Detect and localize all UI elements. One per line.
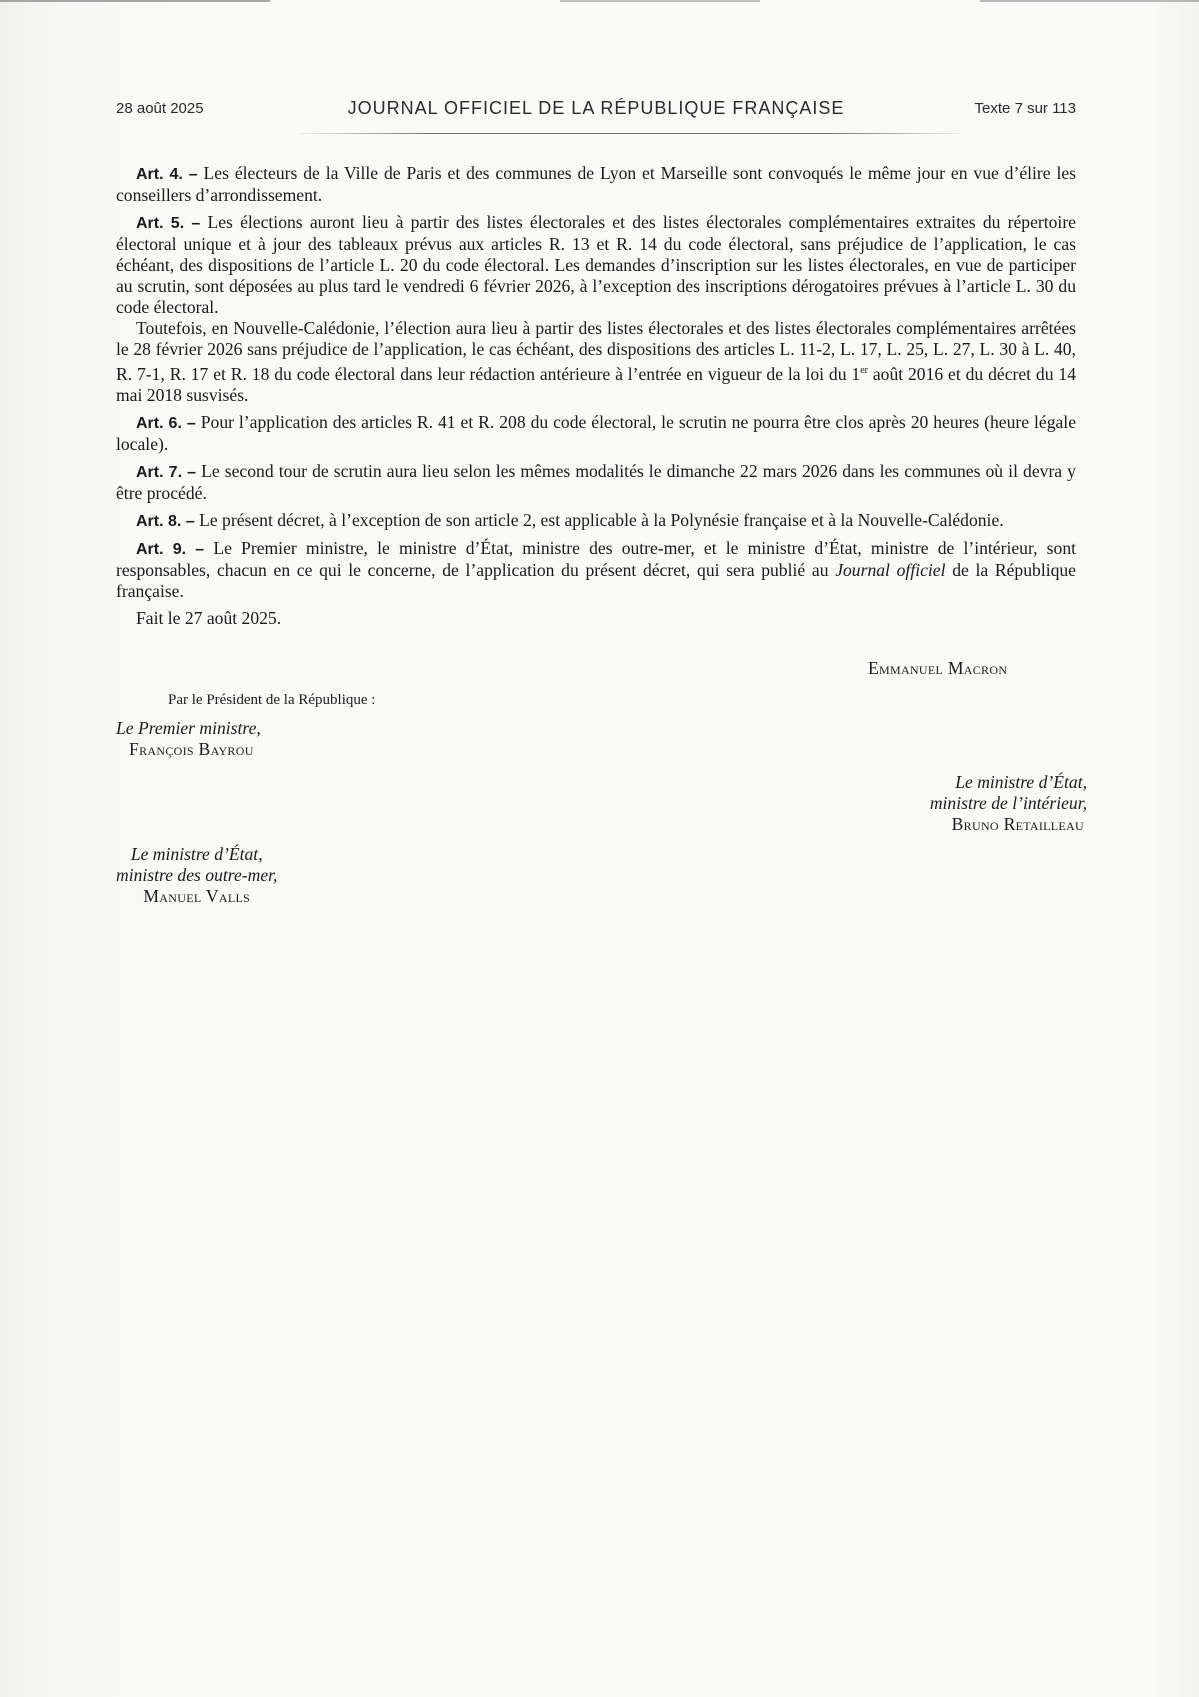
- article-5: [116, 212, 1076, 318]
- article-6-text: Pour l’application des articles R. 41 et R. 208 du code électoral, le scrutin ne pourra être clos après 20 heures (heure légale locale).: [116, 411, 1076, 454]
- signature-ministre-interieur: [930, 772, 1087, 835]
- interieur-name: Bruno Retailleau: [951, 814, 1084, 834]
- article-7-label: Art. 7. –: [136, 463, 197, 481]
- article-4-text: Les électeurs de la Ville de Paris et des communes de Lyon et Marseille sont convoqués le même jour en vue d’élire les conseillers d’arrondissement.: [116, 163, 1077, 205]
- page-header: [116, 98, 1076, 120]
- article-9: [116, 538, 1076, 602]
- article-7-text: Le second tour de scrutin aura lieu selon les mêmes modalités le dimanche 22 mars 2026 dans les communes où il devra y être procédé.: [116, 460, 1076, 503]
- signature-premier-ministre: [116, 718, 261, 760]
- premier-ministre-name: François Bayrou: [129, 739, 254, 759]
- header-divider: [300, 133, 960, 134]
- journal-officiel-reference: Journal officiel: [835, 559, 946, 580]
- article-5-text: Les élections auront lieu à partir des listes électorales et des listes électorales complémentaires extraites du répertoire électoral unique et à jour des tableaux prévus aux articles R. 13 et R. 14 du code électoral, sans préjudice de l’application, le cas échéant, des dispositions de l’article L. 20 du code électoral. Les demandes d’inscription sur les listes électorales, en vue de participer au scrutin, sont déposées au plus tard le vendredi 6 février 2026, à l’exception des inscriptions dérogatoires prévues à l’article L. 30 du code électoral.: [116, 212, 1076, 317]
- interieur-title-line2: ministre de l’intérieur,: [929, 793, 1087, 813]
- article-4: [116, 163, 1076, 206]
- article-9-text: Le Premier ministre, le ministre d’État, ministre des outre-mer, et le ministre d’État, ministre de l’intérieur, sont responsables, chacun en ce qui le concerne, de l’application du présent décret, qui sera publié au: [116, 537, 1076, 580]
- article-9-text-end: de la République française.: [116, 559, 1076, 601]
- article-5-paragraph-2: [116, 318, 1076, 406]
- outremer-title-line1: Le ministre d’État,: [130, 844, 263, 864]
- article-6-label: Art. 6. –: [136, 414, 196, 432]
- article-8-label: Art. 8. –: [136, 512, 195, 530]
- interieur-title-line1: Le ministre d’État,: [955, 772, 1087, 792]
- decree-body: [116, 163, 1076, 635]
- signature-president: Emmanuel Macron: [868, 658, 1008, 678]
- article-5-p2-text: Toutefois, en Nouvelle-Calédonie, l’élection aura lieu à partir des listes électorales et des listes électorales complémentaires arrêtées le 28 février 2026 sans préjudice de l’application, le cas échéant, des dispositions des articles L. 11-2, L. 17, L. 25, L. 27, L. 30 à L. 40, R. 7-1, R. 17 et R. 18 du code électoral dans leur rédaction antérieure à l’entrée en vigueur de la loi du 1: [116, 318, 1076, 384]
- outremer-title-line2: ministre des outre-mer,: [116, 865, 278, 885]
- scan-edge: [0, 0, 1199, 2]
- header-date: 28 août 2025: [116, 100, 204, 117]
- article-5-p2-text-end: août 2016 et du décret du 14 mai 2018 susvisés.: [116, 363, 1076, 405]
- article-7: [116, 461, 1076, 504]
- article-5-p2-superscript: er: [860, 365, 868, 376]
- article-8: [116, 510, 1076, 532]
- article-8-text: Le présent décret, à l’exception de son article 2, est applicable à la Polynésie française et à la Nouvelle-Calédonie.: [199, 509, 1004, 530]
- fait-date: Fait le 27 août 2025.: [136, 607, 282, 628]
- outremer-name: Manuel Valls: [143, 886, 251, 906]
- article-5-label: Art. 5. –: [136, 215, 201, 232]
- header-texte-number: Texte 7 sur 113: [974, 100, 1076, 117]
- header-journal-title: JOURNAL OFFICIEL DE LA RÉPUBLIQUE FRANÇAISE: [347, 98, 845, 118]
- article-4-label: Art. 4. –: [136, 166, 198, 183]
- par-le-president: Par le Président de la République :: [168, 692, 376, 708]
- signature-ministre-outremer: [116, 844, 277, 907]
- premier-ministre-title: Le Premier ministre,: [116, 718, 261, 738]
- article-6: [116, 412, 1076, 455]
- article-9-label: Art. 9. –: [136, 540, 205, 558]
